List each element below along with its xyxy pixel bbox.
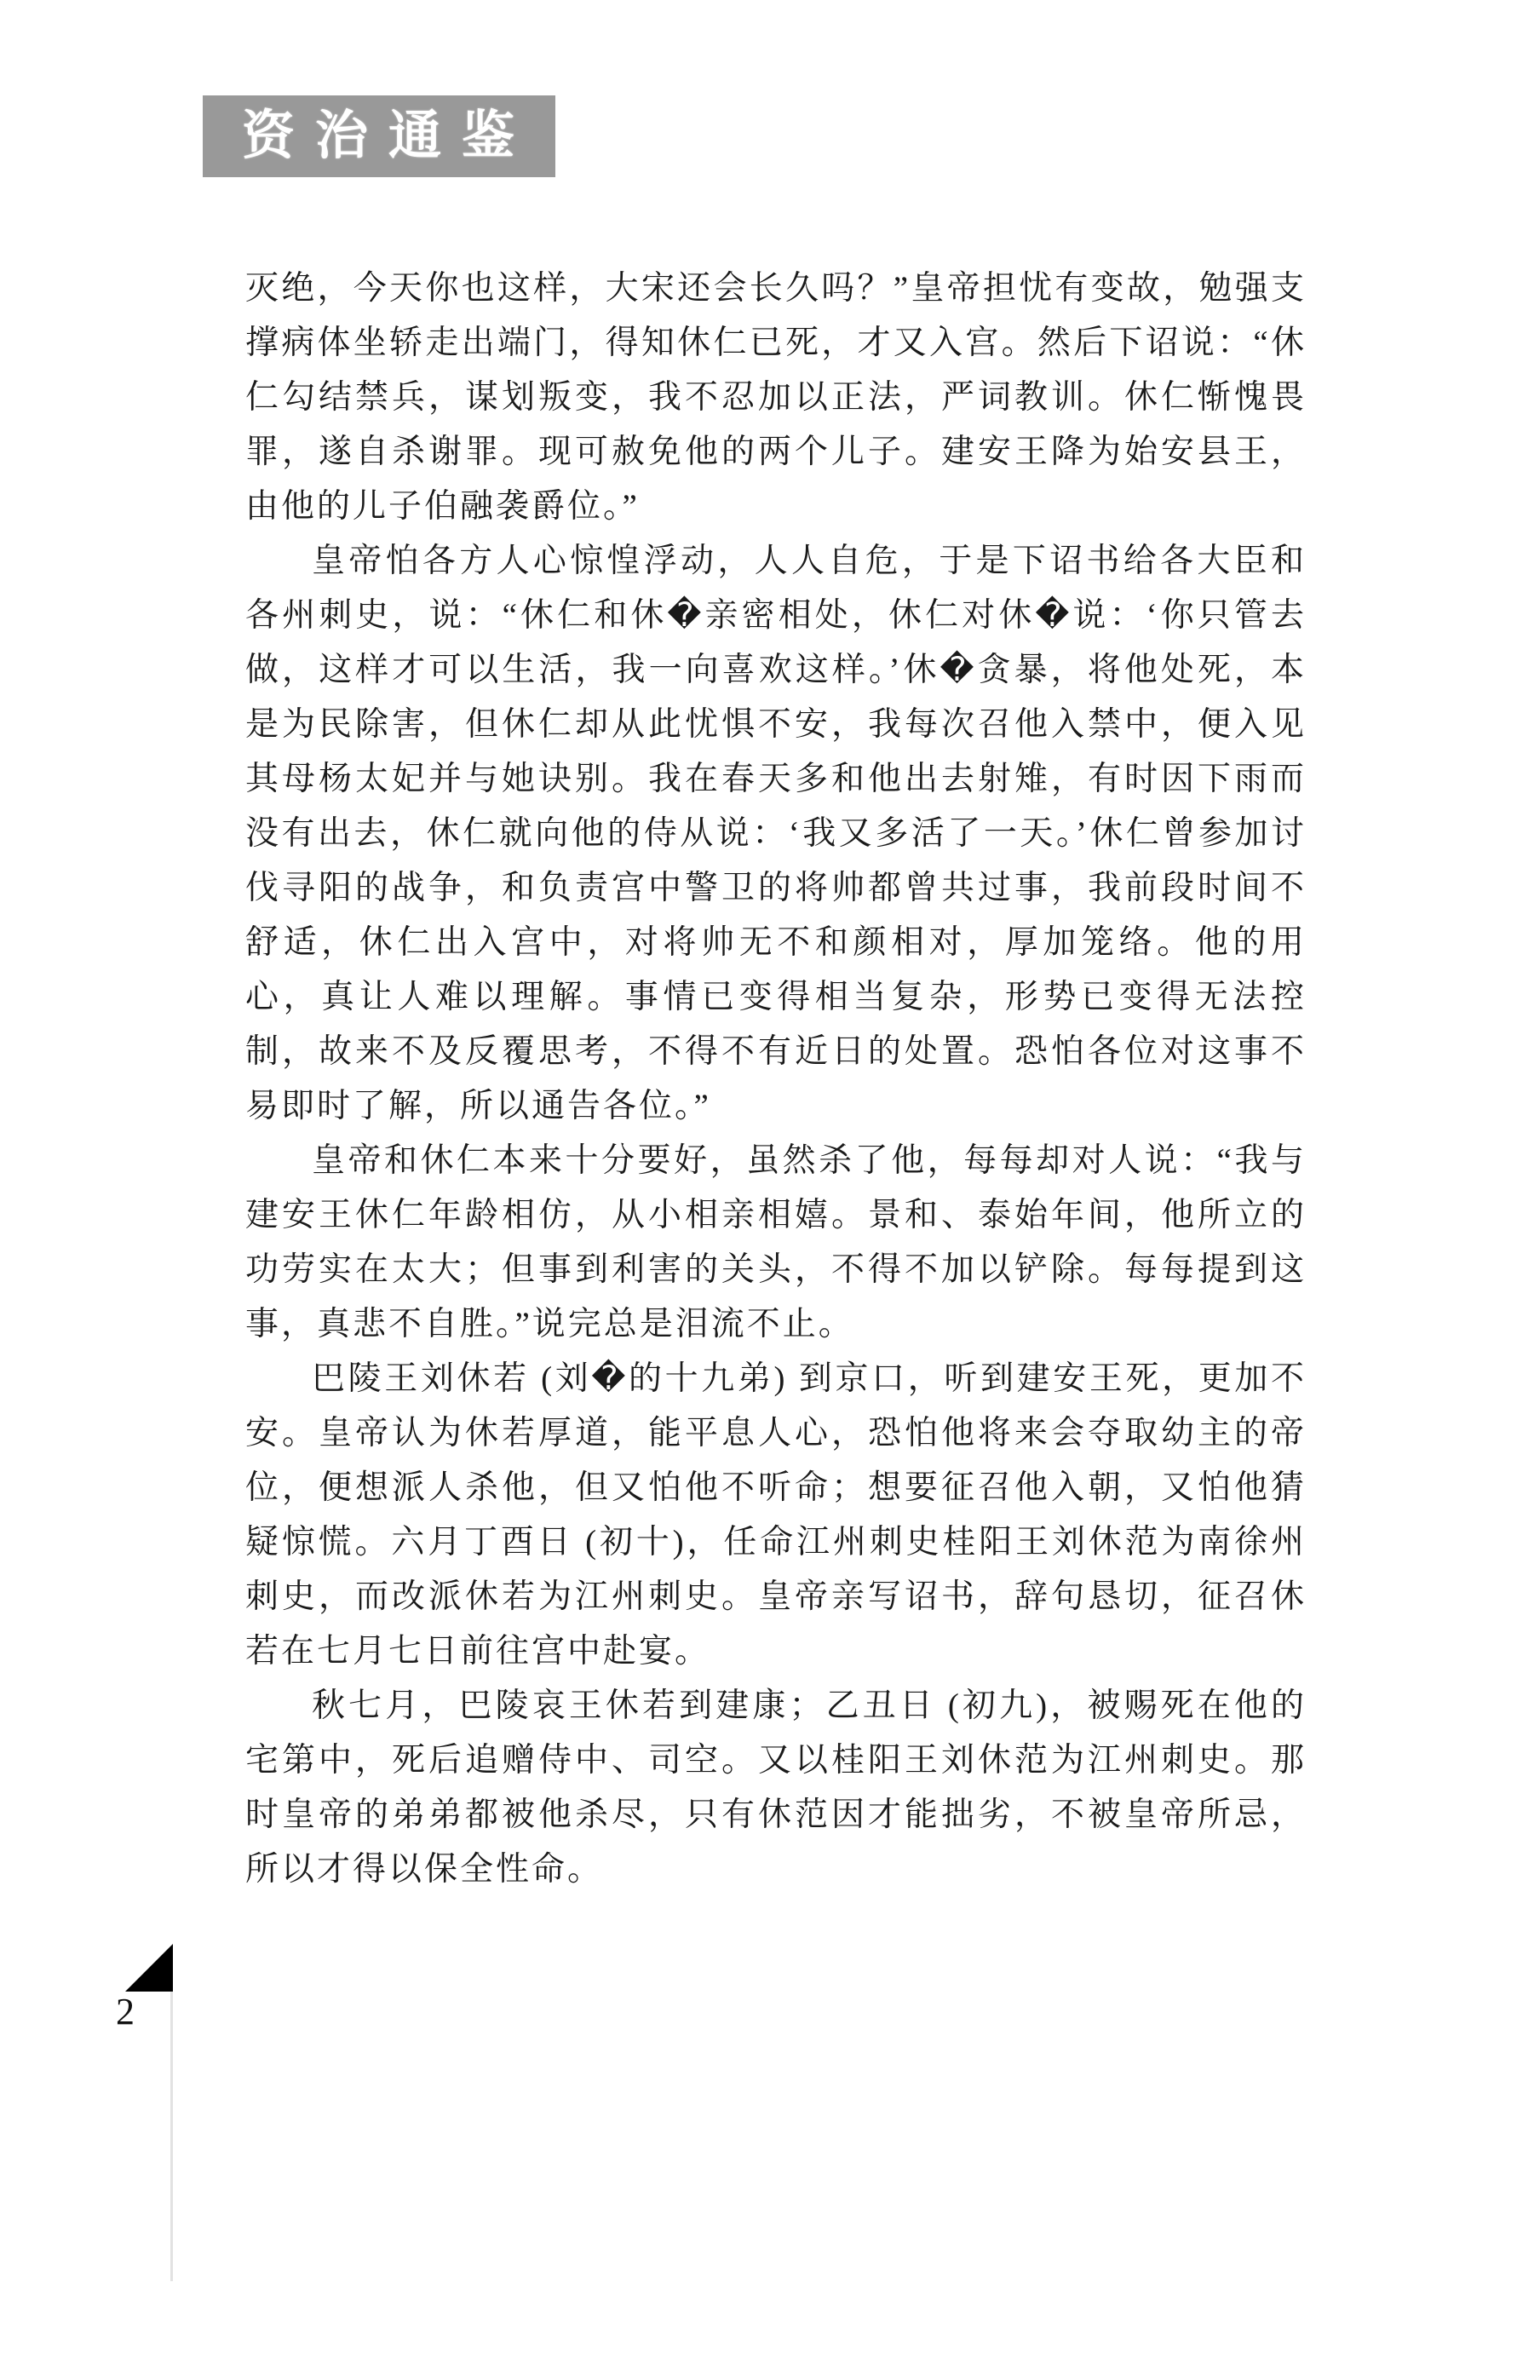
paragraph: 巴陵王刘休若 (刘�的十九弟) 到京口，听到建安王死，更加不安。皇帝认为休若厚道，能平息人心，恐怕他将来会夺取幼主的帝位，便想派人杀他，但又怕他不听命；想要征召他入朝，又怕他猜疑惊慌。六月丁酉日 (初十)，任命江州刺史桂阳王刘休范为南徐州刺史，而改派休若为江州刺史。皇帝亲写诏书，辞句恳切，征召休若在七月七日前往宫中赴宴。 [245, 1360, 1307, 1670]
series-logo [203, 95, 555, 177]
paragraph: 皇帝和休仁本来十分要好，虽然杀了他，每每却对人说：“我与建安王休仁年龄相仿，从小相亲相嬉。景和、泰始年间，他所立的功劳实在太大；但事到利害的关头，不得不加以铲除。每每提到这事，真悲不自胜。”说完总是泪流不止。 [245, 1142, 1307, 1342]
triangle-marker-icon [125, 1944, 173, 1992]
body-text [245, 262, 1307, 1897]
series-logo-title: 资治通鉴 [242, 106, 536, 165]
footer-vertical-rule [170, 1992, 173, 2281]
paragraph: 秋七月，巴陵哀王休若到建康；乙丑日 (初九)，被赐死在他的宅第中，死后追赠侍中、司空。又以桂阳王刘休范为江州刺史。那时皇帝的弟弟都被他杀尽，只有休范因才能拙劣，不被皇帝所忌，所以才得以保全性命。 [245, 1687, 1307, 1888]
paragraph: 皇帝怕各方人心惊惶浮动，人人自危，于是下诏书给各大臣和各州刺史，说：“休仁和休�亲密相处，休仁对休�说：‘你只管去做，这样才可以生活，我一向喜欢这样。’休�贪暴，将他处死，本是为民除害，但休仁却从此忧惧不安，我每次召他入禁中，便入见其母杨太妃并与她诀别。我在春天多和他出去射雉，有时因下雨而没有出去，休仁就向他的侍从说：‘我又多活了一天。’休仁曾参加讨伐寻阳的战争，和负责宫中警卫的将帅都曾共过事，我前段时间不舒适，休仁出入宫中，对将帅无不和颜相对，厚加笼络。他的用心，真让人难以理解。事情已变得相当复杂，形势已变得无法控制，故来不及反覆思考，不得不有近日的处置。恐怕各位对这事不易即时了解，所以通告各位。” [245, 543, 1307, 1124]
page-number: 2 [116, 1991, 135, 2032]
paragraph: 灭绝，今天你也这样，大宋还会长久吗？”皇帝担忧有变故，勉强支撑病体坐轿走出端门，得知休仁已死，才又入宫。然后下诏说：“休仁勾结禁兵，谋划叛变，我不忍加以正法，严词教训。休仁惭愧畏罪，遂自杀谢罪。现可赦免他的两个儿子。建安王降为始安县王，由他的儿子伯融袭爵位。” [245, 270, 1307, 525]
